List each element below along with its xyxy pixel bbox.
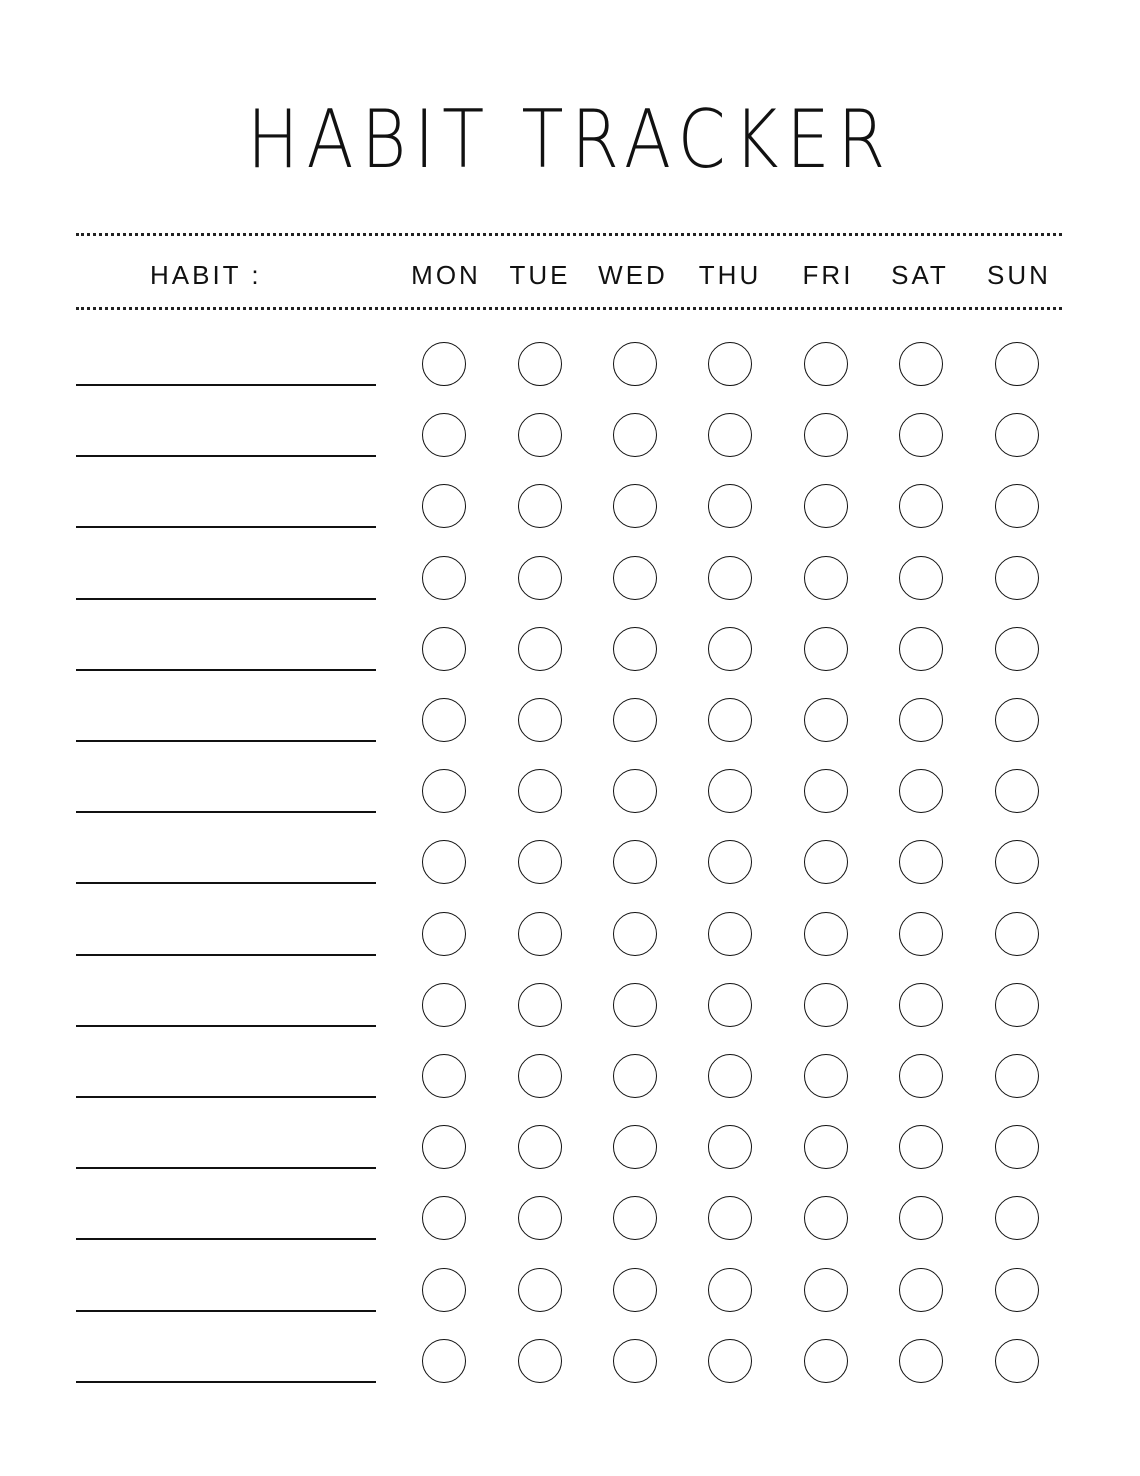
check-circle-fri[interactable]: [804, 1125, 848, 1169]
check-circle-mon[interactable]: [422, 342, 466, 386]
check-circle-fri[interactable]: [804, 1339, 848, 1383]
check-circle-wed[interactable]: [613, 556, 657, 600]
check-circle-sun[interactable]: [995, 840, 1039, 884]
check-circle-thu[interactable]: [708, 983, 752, 1027]
habit-name-line[interactable]: [76, 669, 376, 671]
check-circle-wed[interactable]: [613, 627, 657, 671]
check-circle-tue[interactable]: [518, 413, 562, 457]
habit-row: [0, 627, 1140, 698]
check-circle-sun[interactable]: [995, 556, 1039, 600]
check-circle-thu[interactable]: [708, 1054, 752, 1098]
check-circle-sat[interactable]: [899, 698, 943, 742]
check-circle-sun[interactable]: [995, 983, 1039, 1027]
habit-row: [0, 556, 1140, 627]
check-circle-thu[interactable]: [708, 1125, 752, 1169]
check-circle-thu[interactable]: [708, 627, 752, 671]
check-circle-tue[interactable]: [518, 840, 562, 884]
check-circle-wed[interactable]: [613, 840, 657, 884]
check-circle-sun[interactable]: [995, 769, 1039, 813]
check-circle-mon[interactable]: [422, 484, 466, 528]
habit-row: [0, 342, 1140, 413]
check-circle-mon[interactable]: [422, 1339, 466, 1383]
habit-row: [0, 983, 1140, 1054]
check-circle-tue[interactable]: [518, 484, 562, 528]
check-circle-tue[interactable]: [518, 1054, 562, 1098]
check-circle-sat[interactable]: [899, 1268, 943, 1312]
habit-name-line[interactable]: [76, 1381, 376, 1383]
habit-name-line[interactable]: [76, 1238, 376, 1240]
habit-row: [0, 769, 1140, 840]
check-circle-thu[interactable]: [708, 840, 752, 884]
check-circle-mon[interactable]: [422, 698, 466, 742]
check-circle-wed[interactable]: [613, 342, 657, 386]
check-circle-mon[interactable]: [422, 413, 466, 457]
check-circle-wed[interactable]: [613, 1054, 657, 1098]
check-circle-thu[interactable]: [708, 698, 752, 742]
habit-name-line[interactable]: [76, 1096, 376, 1098]
check-circle-sun[interactable]: [995, 698, 1039, 742]
habit-row: [0, 840, 1140, 911]
check-circle-fri[interactable]: [804, 627, 848, 671]
check-circle-sat[interactable]: [899, 1054, 943, 1098]
check-circle-mon[interactable]: [422, 627, 466, 671]
check-circle-wed[interactable]: [613, 912, 657, 956]
habit-name-line[interactable]: [76, 384, 376, 386]
habit-name-line[interactable]: [76, 811, 376, 813]
day-header-tue: TUE: [509, 260, 571, 290]
habit-name-line[interactable]: [76, 882, 376, 884]
header-bottom-divider: [76, 307, 1062, 310]
check-circle-thu[interactable]: [708, 556, 752, 600]
check-circle-sat[interactable]: [899, 556, 943, 600]
check-circle-wed[interactable]: [613, 1125, 657, 1169]
check-circle-mon[interactable]: [422, 769, 466, 813]
check-circle-mon[interactable]: [422, 1125, 466, 1169]
habit-name-line[interactable]: [76, 455, 376, 457]
day-header-fri: FRI: [802, 260, 854, 290]
check-circle-thu[interactable]: [708, 1196, 752, 1240]
header-top-divider: [76, 233, 1062, 236]
habit-row: [0, 1196, 1140, 1267]
check-circle-thu[interactable]: [708, 912, 752, 956]
check-circle-tue[interactable]: [518, 1125, 562, 1169]
check-circle-sat[interactable]: [899, 627, 943, 671]
habit-column-header: HABIT :: [150, 260, 262, 290]
check-circle-thu[interactable]: [708, 342, 752, 386]
check-circle-wed[interactable]: [613, 769, 657, 813]
check-circle-tue[interactable]: [518, 912, 562, 956]
check-circle-tue[interactable]: [518, 342, 562, 386]
day-header-sat: SAT: [891, 260, 949, 290]
habit-row: [0, 1339, 1140, 1410]
check-circle-mon[interactable]: [422, 1054, 466, 1098]
check-circle-sun[interactable]: [995, 627, 1039, 671]
check-circle-sat[interactable]: [899, 484, 943, 528]
habit-row: [0, 1125, 1140, 1196]
check-circle-tue[interactable]: [518, 1268, 562, 1312]
check-circle-fri[interactable]: [804, 698, 848, 742]
check-circle-thu[interactable]: [708, 769, 752, 813]
habit-name-line[interactable]: [76, 1025, 376, 1027]
check-circle-sat[interactable]: [899, 342, 943, 386]
check-circle-wed[interactable]: [613, 413, 657, 457]
habit-name-line[interactable]: [76, 1310, 376, 1312]
check-circle-sat[interactable]: [899, 840, 943, 884]
check-circle-sat[interactable]: [899, 1339, 943, 1383]
check-circle-mon[interactable]: [422, 840, 466, 884]
check-circle-sun[interactable]: [995, 342, 1039, 386]
habit-name-line[interactable]: [76, 954, 376, 956]
check-circle-thu[interactable]: [708, 413, 752, 457]
check-circle-tue[interactable]: [518, 1196, 562, 1240]
check-circle-fri[interactable]: [804, 413, 848, 457]
check-circle-fri[interactable]: [804, 769, 848, 813]
check-circle-wed[interactable]: [613, 1339, 657, 1383]
check-circle-wed[interactable]: [613, 1268, 657, 1312]
day-header-wed: WED: [598, 260, 668, 290]
check-circle-sun[interactable]: [995, 1339, 1039, 1383]
habit-name-line[interactable]: [76, 526, 376, 528]
check-circle-sun[interactable]: [995, 1054, 1039, 1098]
check-circle-tue[interactable]: [518, 983, 562, 1027]
page-title: HABIT TRACKER: [247, 93, 893, 186]
check-circle-wed[interactable]: [613, 698, 657, 742]
check-circle-fri[interactable]: [804, 912, 848, 956]
check-circle-tue[interactable]: [518, 698, 562, 742]
check-circle-mon[interactable]: [422, 983, 466, 1027]
check-circle-sun[interactable]: [995, 1196, 1039, 1240]
check-circle-thu[interactable]: [708, 1268, 752, 1312]
check-circle-fri[interactable]: [804, 983, 848, 1027]
check-circle-sun[interactable]: [995, 1268, 1039, 1312]
check-circle-sat[interactable]: [899, 1125, 943, 1169]
day-header-thu: THU: [698, 260, 762, 290]
habit-name-line[interactable]: [76, 1167, 376, 1169]
check-circle-mon[interactable]: [422, 1268, 466, 1312]
check-circle-fri[interactable]: [804, 342, 848, 386]
habit-name-line[interactable]: [76, 598, 376, 600]
day-header-sun: SUN: [987, 260, 1051, 290]
check-circle-thu[interactable]: [708, 484, 752, 528]
check-circle-mon[interactable]: [422, 1196, 466, 1240]
habit-row: [0, 484, 1140, 555]
check-circle-wed[interactable]: [613, 1196, 657, 1240]
check-circle-mon[interactable]: [422, 912, 466, 956]
habit-row: [0, 698, 1140, 769]
check-circle-tue[interactable]: [518, 1339, 562, 1383]
check-circle-sun[interactable]: [995, 413, 1039, 457]
habit-row: [0, 413, 1140, 484]
habit-name-line[interactable]: [76, 740, 376, 742]
habit-row: [0, 1268, 1140, 1339]
check-circle-thu[interactable]: [708, 1339, 752, 1383]
check-circle-sun[interactable]: [995, 484, 1039, 528]
check-circle-tue[interactable]: [518, 769, 562, 813]
check-circle-fri[interactable]: [804, 484, 848, 528]
check-circle-sun[interactable]: [995, 912, 1039, 956]
check-circle-sun[interactable]: [995, 1125, 1039, 1169]
check-circle-fri[interactable]: [804, 840, 848, 884]
check-circle-fri[interactable]: [804, 1054, 848, 1098]
check-circle-sat[interactable]: [899, 413, 943, 457]
day-header-mon: MON: [411, 260, 481, 290]
check-circle-mon[interactable]: [422, 556, 466, 600]
check-circle-wed[interactable]: [613, 484, 657, 528]
check-circle-fri[interactable]: [804, 1268, 848, 1312]
habit-row: [0, 912, 1140, 983]
check-circle-tue[interactable]: [518, 627, 562, 671]
check-circle-tue[interactable]: [518, 556, 562, 600]
check-circle-fri[interactable]: [804, 556, 848, 600]
check-circle-wed[interactable]: [613, 983, 657, 1027]
check-circle-fri[interactable]: [804, 1196, 848, 1240]
habit-row: [0, 1054, 1140, 1125]
check-circle-sat[interactable]: [899, 912, 943, 956]
check-circle-sat[interactable]: [899, 1196, 943, 1240]
check-circle-sat[interactable]: [899, 983, 943, 1027]
check-circle-sat[interactable]: [899, 769, 943, 813]
